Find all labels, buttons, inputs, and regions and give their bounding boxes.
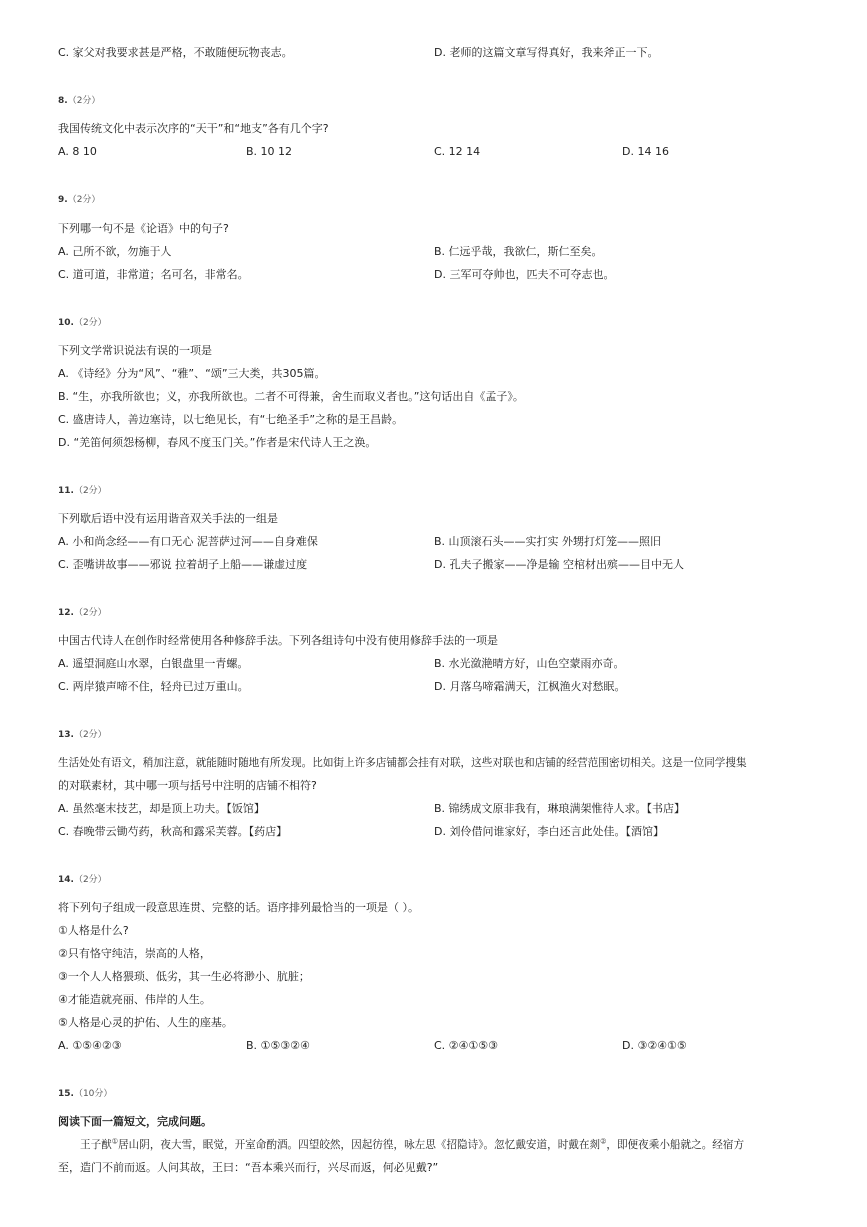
question-12-option-b[interactable]: B. 水光潋滟晴方好，山色空蒙雨亦奇。: [434, 657, 625, 670]
question-8-option-b[interactable]: B. 10 12: [246, 145, 293, 158]
question-13-option-a[interactable]: A. 虽然毫末技艺，却是顶上功夫。【饭馆】: [58, 802, 265, 815]
question-13-number: [58, 729, 107, 741]
question-9-number: [58, 194, 100, 206]
question-13-stem-line-2: 的对联素材，其中哪一项与括号中注明的店铺不相符?: [58, 779, 317, 792]
question-11-option-c[interactable]: C. 歪嘴讲故事——邪说 拉着胡子上船——谦虚过度: [58, 558, 308, 571]
question-8-option-a[interactable]: A. 8 10: [58, 145, 97, 158]
question-8-stem: 我国传统文化中表示次序的“天干”和“地支”各有几个字?: [58, 122, 329, 135]
question-points: （2分）: [73, 608, 107, 618]
question-14-option-b[interactable]: B. ①⑤③②④: [246, 1039, 310, 1052]
question-12-option-c[interactable]: C. 两岸猿声啼不住，轻舟已过万重山。: [58, 680, 249, 693]
question-11-option-b[interactable]: B. 山顶滚石头——实打实 外甥打灯笼——照旧: [434, 535, 662, 548]
question-11-stem: 下列歇后语中没有运用谐音双关手法的一组是: [58, 512, 278, 525]
question-10-option-d[interactable]: D. “羌笛何须怨杨柳，春风不度玉门关。”作者是宋代诗人王之涣。: [58, 436, 377, 449]
question-14-item-4: ④才能造就亮丽、伟岸的人生。: [58, 993, 211, 1006]
question-9-option-c[interactable]: C. 道可道，非常道；名可名，非常名。: [58, 268, 249, 281]
question-8-number: [58, 95, 100, 107]
question-10-option-c[interactable]: C. 盛唐诗人，善边塞诗，以七绝见长，有“七绝圣手”之称的是王昌龄。: [58, 413, 404, 426]
question-14-number: [58, 874, 107, 886]
question-number: 11.: [58, 486, 74, 496]
question-points: （2分）: [73, 318, 107, 328]
footnote-marker: ①: [111, 1137, 119, 1146]
question-15-heading: 阅读下面一篇短文，完成问题。: [58, 1115, 212, 1128]
question-14-option-d[interactable]: D. ③②④①⑤: [622, 1039, 687, 1052]
footnote-marker: ②: [600, 1137, 607, 1146]
question-points: （2分）: [67, 96, 101, 106]
passage-line-1: [80, 1138, 744, 1152]
question-12-option-a[interactable]: A. 遥望洞庭山水翠，白银盘里一青螺。: [58, 657, 249, 670]
question-14-stem: 将下列句子组成一段意思连贯、完整的话。语序排列最恰当的一项是（ ）。: [58, 901, 419, 914]
question-number: 15.: [58, 1089, 74, 1099]
question-11-option-d[interactable]: D. 孔夫子搬家——净是输 空棺材出殡——目中无人: [434, 558, 684, 571]
question-14-item-3: ③一个人人格猥琐、低劣，其一生必将渺小、肮脏；: [58, 970, 310, 983]
question-14-item-2: ②只有恪守纯洁，崇高的人格，: [58, 947, 211, 960]
prev-option-d: D. 老师的这篇文章写得真好，我来斧正一下。: [434, 46, 659, 59]
question-12-number: [58, 607, 107, 619]
question-10-number: [58, 317, 107, 329]
question-10-stem: 下列文学常识说法有误的一项是: [58, 344, 212, 357]
passage-text: 居山阴，夜大雪，眠觉，开室命酌酒。四望皎然，因起彷徨，咏左思《招隐诗》。忽忆戴安道，时戴在剡: [118, 1139, 601, 1151]
question-number: 12.: [58, 608, 74, 618]
question-number: 8.: [58, 96, 68, 106]
question-14-option-c[interactable]: C. ②④①⑤③: [434, 1039, 498, 1052]
question-11-number: [58, 485, 107, 497]
question-13-stem-line-1: 生活处处有语文，稍加注意，就能随时随地有所发现。比如街上许多店铺都会挂有对联，这些对联也和店铺的经营范围密切相关。这是一位同学搜集: [58, 757, 747, 769]
question-9-option-d[interactable]: D. 三军可夺帅也，匹夫不可夺志也。: [434, 268, 615, 281]
prev-option-c: C. 家父对我要求甚是严格，不敢随便玩物丧志。: [58, 46, 293, 59]
question-points: （2分）: [67, 195, 101, 205]
question-9-option-a[interactable]: A. 己所不欲，勿施于人: [58, 245, 172, 258]
question-14-item-1: ①人格是什么?: [58, 924, 129, 937]
question-12-option-d[interactable]: D. 月落乌啼霜满天，江枫渔火对愁眠。: [434, 680, 626, 693]
question-13-option-c[interactable]: C. 春晚带云锄芍药，秋高和露采芙蓉。【药店】: [58, 825, 288, 838]
question-14-item-5: ⑤人格是心灵的护佑、人生的座基。: [58, 1016, 233, 1029]
question-10-option-a[interactable]: A. 《诗经》分为“风”、“雅”、“颂”三大类，共305篇。: [58, 367, 326, 380]
question-13-option-d[interactable]: D. 刘伶借问谁家好，李白还言此处佳。【酒馆】: [434, 825, 664, 838]
question-points: （10分）: [73, 1089, 113, 1099]
question-14-option-a[interactable]: A. ①⑤④②③: [58, 1039, 122, 1052]
question-8-option-c[interactable]: C. 12 14: [434, 145, 481, 158]
question-8-option-d[interactable]: D. 14 16: [622, 145, 669, 158]
question-9-stem: 下列哪一句不是《论语》中的句子?: [58, 222, 229, 235]
question-number: 13.: [58, 730, 74, 740]
question-13-option-b[interactable]: B. 锦绣成文原非我有，琳琅满架惟待人求。【书店】: [434, 802, 686, 815]
question-9-option-b[interactable]: B. 仁远乎哉，我欲仁，斯仁至矣。: [434, 245, 603, 258]
question-number: 10.: [58, 318, 74, 328]
question-number: 9.: [58, 195, 68, 205]
question-15-number: [58, 1088, 112, 1100]
question-points: （2分）: [73, 730, 107, 740]
question-11-option-a[interactable]: A. 小和尚念经——有口无心 泥菩萨过河——自身难保: [58, 535, 318, 548]
passage-line-2: 至，造门不前而返。人问其故，王曰：“吾本乘兴而行，兴尽而返，何必见戴?”: [58, 1161, 439, 1174]
passage-text: ，即便夜乘小船就之。经宿方: [606, 1139, 745, 1151]
question-number: 14.: [58, 875, 74, 885]
passage-text: 王子猷: [80, 1139, 112, 1151]
question-points: （2分）: [73, 875, 107, 885]
question-10-option-b[interactable]: B. “生，亦我所欲也；义，亦我所欲也。二者不可得兼，舍生而取义者也。”这句话出自《孟子》。: [58, 390, 524, 403]
question-points: （2分）: [73, 486, 107, 496]
question-12-stem: 中国古代诗人在创作时经常使用各种修辞手法。下列各组诗句中没有使用修辞手法的一项是: [58, 634, 498, 647]
